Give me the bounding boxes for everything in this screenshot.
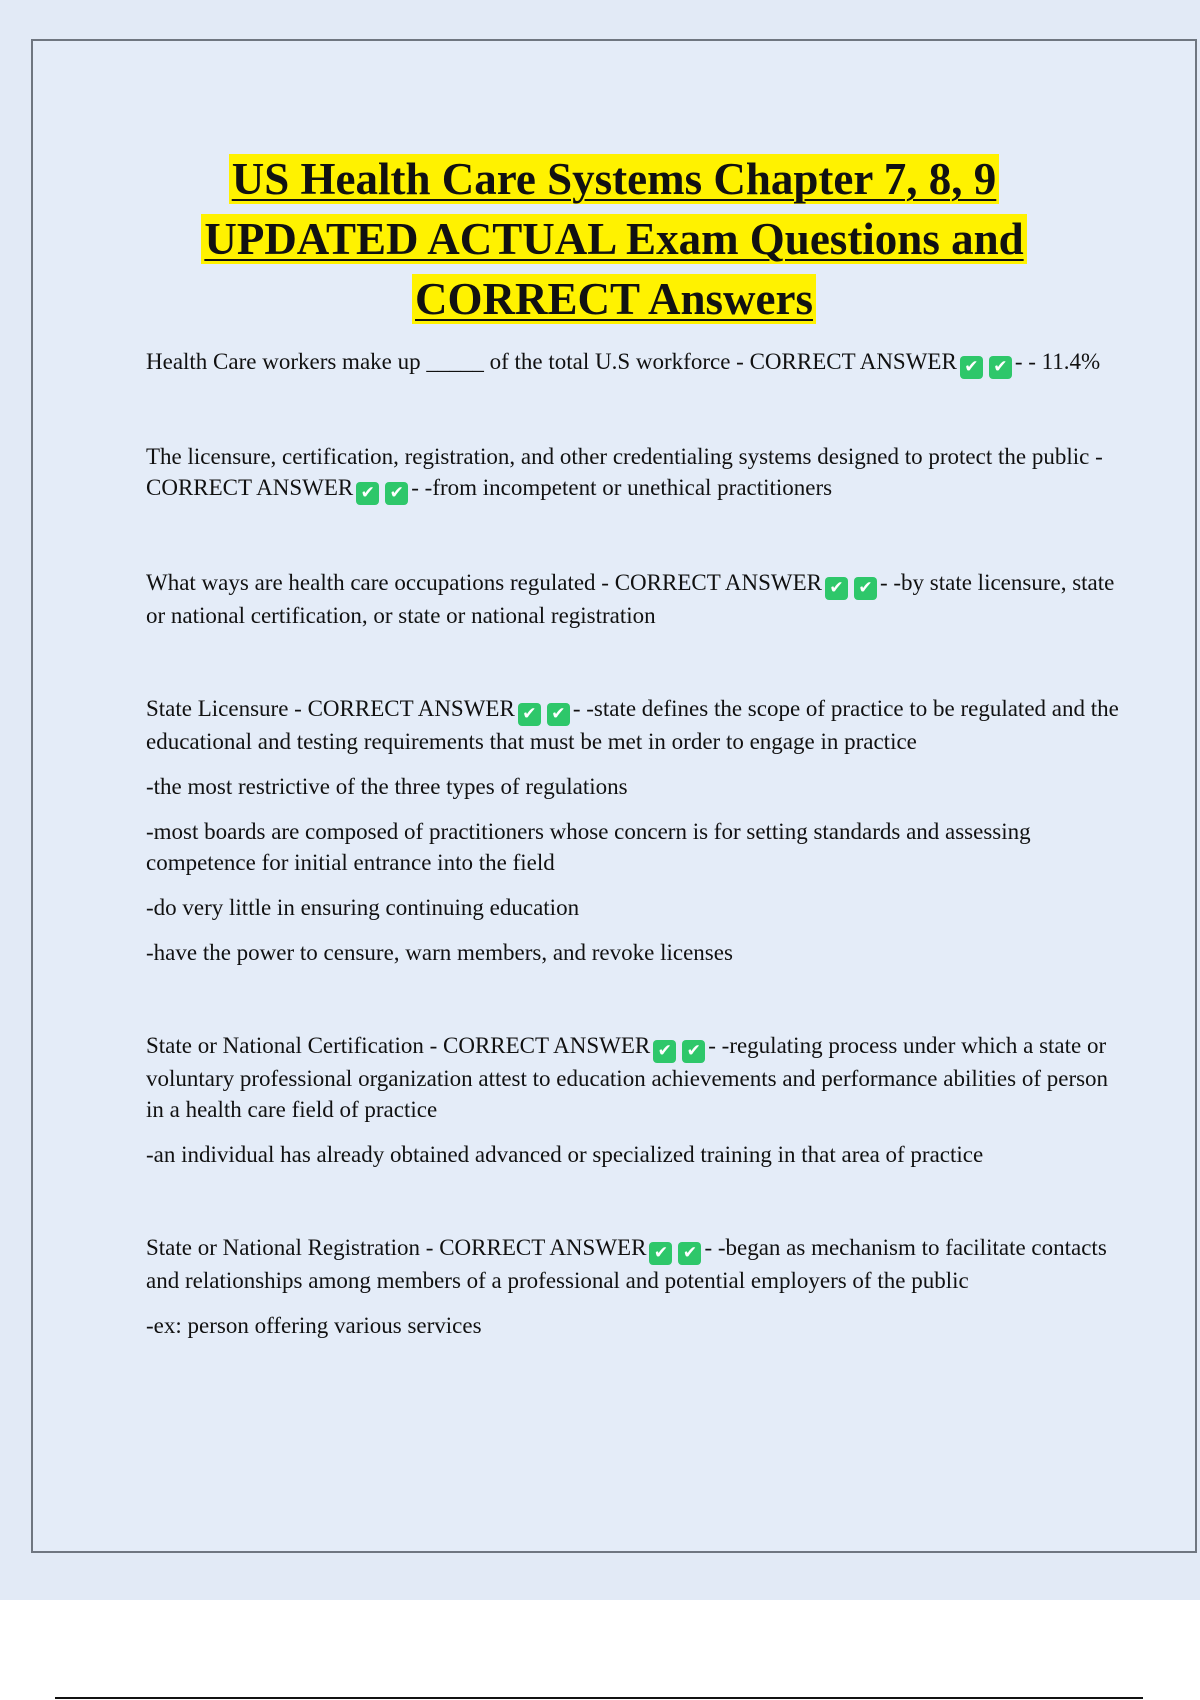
- document-page: [31, 39, 1197, 1553]
- correct-answer-label: CORRECT ANSWER: [443, 1033, 651, 1058]
- check-mark-icon: ✔: [547, 703, 570, 726]
- qa-list: [146, 346, 1126, 1403]
- check-mark-icon: ✔: [653, 1040, 676, 1063]
- check-mark-icon: ✔: [989, 356, 1012, 379]
- title-line-2: UPDATED ACTUAL Exam Questions and: [201, 214, 1026, 264]
- question-text: State Licensure -: [146, 696, 308, 721]
- qa-entry: [146, 1232, 1126, 1296]
- answer-text: - -began as mechanism to facilitate contacts and relationships among members of a professional and potential employers of the public: [146, 1235, 1107, 1293]
- qa-entry: [146, 1030, 1126, 1125]
- correct-answer-label: CORRECT ANSWER: [749, 349, 957, 374]
- check-mark-icon: ✔: [649, 1242, 672, 1265]
- document-title: [33, 149, 1195, 329]
- question-text: The licensure, certification, registration, and other credentialing systems designed to protect the public -: [146, 444, 1103, 469]
- qa-entry: [146, 567, 1126, 631]
- qa-entry: [146, 346, 1126, 379]
- qa-entry: [146, 693, 1126, 757]
- check-mark-icon: ✔: [854, 577, 877, 600]
- qa-entry: [146, 441, 1126, 505]
- answer-text: - -from incompetent or unethical practitioners: [411, 475, 833, 500]
- question-text: What ways are health care occupations regulated -: [146, 570, 615, 595]
- check-mark-icon: ✔: [825, 577, 848, 600]
- qa-item: [146, 567, 1126, 631]
- answer-note: -have the power to censure, warn members, and revoke licenses: [146, 940, 733, 965]
- qa-item: [146, 441, 1126, 505]
- answer-note: -most boards are composed of practitioners whose concern is for setting standards and assessing competence for initial entrance into the field: [146, 819, 1031, 875]
- check-mark-icon: ✔: [678, 1242, 701, 1265]
- check-mark-icon: ✔: [682, 1040, 705, 1063]
- correct-answer-label: CORRECT ANSWER: [439, 1235, 647, 1260]
- answer-note: -the most restrictive of the three types of regulations: [146, 774, 628, 799]
- answer-note: -an individual has already obtained advanced or specialized training in that area of practice: [146, 1142, 984, 1167]
- question-text: State or National Registration -: [146, 1235, 440, 1260]
- qa-item: [146, 1030, 1126, 1170]
- qa-item: [146, 346, 1126, 379]
- answer-text: - -by state licensure, state or national certification, or state or national registration: [146, 570, 1115, 628]
- answer-text: - -regulating process under which a state or voluntary professional organization attest to education achievements and performance abilities of person in a health care field of practice: [146, 1033, 1109, 1122]
- check-mark-icon: ✔: [960, 356, 983, 379]
- correct-answer-label: CORRECT ANSWER: [614, 570, 822, 595]
- title-line-3: CORRECT Answers: [412, 274, 816, 324]
- correct-answer-label: CORRECT ANSWER: [146, 475, 354, 500]
- answer-text: - - 11.4%: [1014, 349, 1101, 374]
- question-text: State or National Certification -: [146, 1033, 443, 1058]
- question-text: Health Care workers make up _____ of the total U.S workforce -: [146, 349, 750, 374]
- correct-answer-label: CORRECT ANSWER: [307, 696, 515, 721]
- qa-item: [146, 1232, 1126, 1341]
- answer-note: -do very little in ensuring continuing education: [146, 895, 580, 920]
- title-line-1: US Health Care Systems Chapter 7, 8, 9: [229, 154, 1000, 204]
- answer-text: - -state defines the scope of practice to be regulated and the educational and testing requirements that must be met in order to engage in practice: [146, 696, 1119, 754]
- answer-note: -ex: person offering various services: [146, 1313, 482, 1338]
- check-mark-icon: ✔: [385, 482, 408, 505]
- qa-item: [146, 693, 1126, 968]
- check-mark-icon: ✔: [356, 482, 379, 505]
- check-mark-icon: ✔: [518, 703, 541, 726]
- bottom-divider: [55, 1697, 1143, 1699]
